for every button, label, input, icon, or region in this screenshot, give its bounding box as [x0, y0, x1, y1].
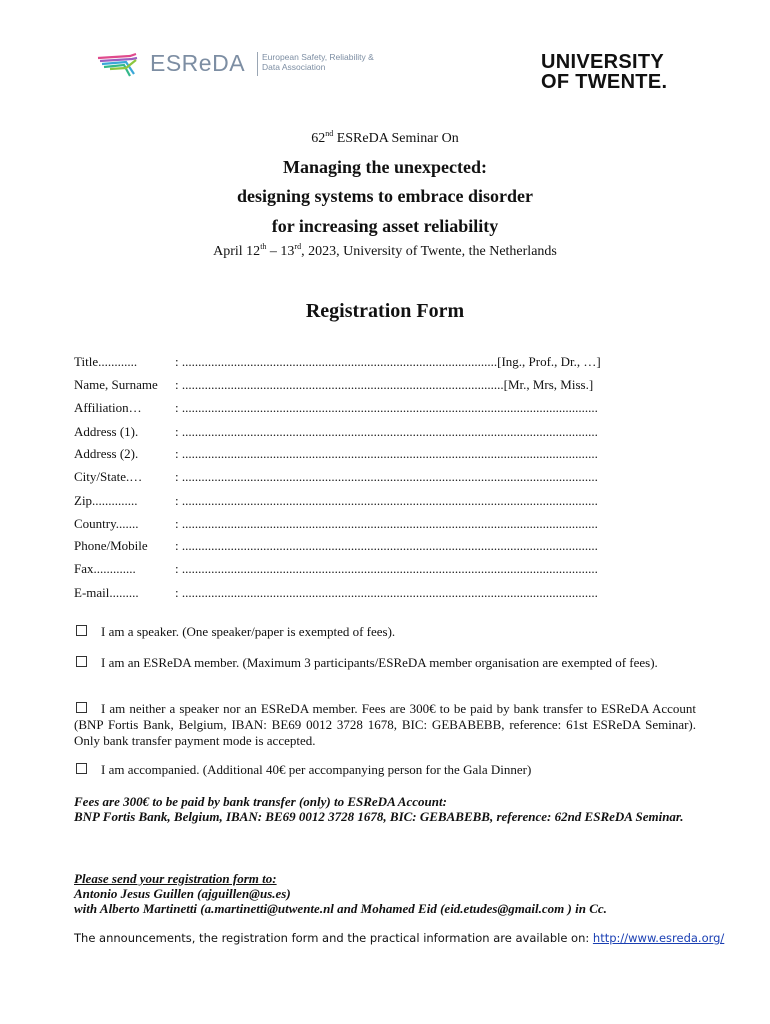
fees-line2: BNP Fortis Bank, Belgium, IBAN: BE69 0012 3728 1678, BIC: GEBABEBB, reference: 62nd ESReDA Seminar.: [74, 809, 684, 824]
logo-divider: [257, 52, 258, 76]
field-label: Country.......: [74, 516, 139, 531]
field-phone-mobile[interactable]: [74, 538, 664, 556]
esreda-logo-text: ESReDA: [150, 50, 246, 76]
send-line2: with Alberto Martinetti (a.martinetti@utwente.nl and Mohamed Eid (eid.etudes@gmail.com ) in Cc.: [74, 901, 607, 916]
esreda-logo: [96, 46, 396, 82]
option-accompanied: [74, 762, 696, 778]
accompanied-checkbox[interactable]: [76, 763, 87, 774]
field-label: Title............: [74, 354, 138, 369]
fees-note: [74, 794, 696, 824]
option-speaker: [74, 624, 696, 640]
seminar-title-line1: Managing the unexpected:: [283, 157, 487, 177]
date-end: – 13: [266, 244, 295, 259]
field-label: Name, Surname: [74, 377, 158, 392]
field-label: Affiliation…: [74, 400, 142, 415]
send-line1: Antonio Jesus Guillen (ajguillen@us.es): [74, 886, 291, 901]
option-text: I am an ESReDA member. (Maximum 3 participants/ESReDA member organisation are exempted of fees).: [101, 655, 658, 670]
field-input-line[interactable]: : ................................................................................................................................: [175, 446, 598, 461]
field-input-line[interactable]: : ................................................................................................................................: [175, 538, 598, 553]
non-member-checkbox[interactable]: [76, 702, 87, 713]
seminar-line-rest: ESReDA Seminar On: [333, 131, 459, 146]
announcement: [74, 931, 724, 945]
send-heading: Please send your registration form to:: [74, 871, 277, 886]
field-title[interactable]: [74, 354, 664, 372]
field-input-line[interactable]: : ................................................................................................................................: [175, 469, 598, 484]
field-address-2[interactable]: [74, 446, 664, 464]
field-input-line[interactable]: : ................................................................................................................................: [175, 400, 598, 415]
option-esreda-member: [74, 655, 696, 671]
field-input-line[interactable]: : ...................................................................................................[Mr., Mrs, Miss.]: [175, 377, 594, 392]
field-affiliation[interactable]: [74, 400, 664, 418]
field-label: Zip..............: [74, 493, 138, 508]
esreda-subtitle-line1: European Safety, Reliability &: [262, 52, 374, 62]
field-input-line[interactable]: : ................................................................................................................................: [175, 424, 598, 439]
seminar-title-line2: designing systems to embrace disorder: [237, 186, 533, 206]
seminar-number-suffix: nd: [325, 129, 334, 138]
option-text: I am neither a speaker nor an ESReDA member. Fees are 300€ to be paid by bank transfer to ESReDA Account (BNP Fortis Bank, Belgium, IBAN: BE69 0012 3728 1678, BIC: GEBABEBB, reference: 61st ESReDA Seminar). Only bank transfer payment mode is accepted.: [74, 701, 696, 748]
option-text: I am accompanied. (Additional 40€ per accompanying person for the Gala Dinner): [101, 762, 532, 777]
seminar-title-line3: for increasing asset reliability: [271, 216, 499, 236]
field-zip[interactable]: [74, 493, 664, 511]
ut-logo-line1: UNIVERSITY: [541, 51, 665, 73]
speaker-checkbox[interactable]: [76, 625, 87, 636]
field-label: Address (1).: [74, 424, 139, 439]
field-input-line[interactable]: : ................................................................................................................................: [175, 493, 598, 508]
send-instructions: [74, 871, 696, 916]
seminar-date-line: [0, 244, 770, 260]
field-city-state[interactable]: [74, 469, 664, 487]
date-start-suffix: th: [260, 242, 267, 251]
option-text: I am a speaker. (One speaker/paper is exempted of fees).: [101, 624, 396, 639]
field-label: E-mail.........: [74, 585, 139, 600]
announcement-text: The announcements, the registration form and the practical information are available on:: [74, 931, 593, 945]
field-label: Phone/Mobile: [74, 538, 148, 553]
esreda-logo-subtitle: [262, 52, 402, 72]
field-input-line[interactable]: : ................................................................................................................................: [175, 561, 598, 576]
form-heading: Registration Form: [305, 300, 465, 322]
ut-logo-line2: OF TWENTE.: [541, 71, 668, 93]
field-label: Fax.............: [74, 561, 136, 576]
field-email[interactable]: [74, 585, 664, 603]
fees-line1: Fees are 300€ to be paid by bank transfer (only) to ESReDA Account:: [74, 794, 447, 809]
esreda-subtitle-line2: Data Association: [262, 62, 326, 72]
field-input-line[interactable]: : .................................................................................................[Ing., Prof., Dr., …]: [175, 354, 601, 369]
field-name-surname[interactable]: [74, 377, 664, 395]
option-non-member: [74, 701, 696, 749]
date-start: April 12: [213, 244, 261, 259]
seminar-number-line: [0, 131, 770, 147]
date-end-suffix: rd: [294, 242, 302, 251]
field-label: Address (2).: [74, 446, 139, 461]
field-label: City/State.…: [74, 469, 143, 484]
field-fax[interactable]: [74, 561, 664, 579]
date-rest: , 2023, University of Twente, the Netherlands: [301, 244, 557, 259]
university-of-twente-logo: [541, 52, 667, 92]
field-address-1[interactable]: [74, 424, 664, 442]
field-input-line[interactable]: : ................................................................................................................................: [175, 516, 598, 531]
esreda-swoosh-icon: [96, 48, 140, 80]
field-input-line[interactable]: : ................................................................................................................................: [175, 585, 598, 600]
member-checkbox[interactable]: [76, 656, 87, 667]
esreda-website-link[interactable]: http://www.esreda.org/: [592, 931, 725, 945]
field-country[interactable]: [74, 516, 664, 534]
seminar-number: 62: [311, 131, 326, 146]
